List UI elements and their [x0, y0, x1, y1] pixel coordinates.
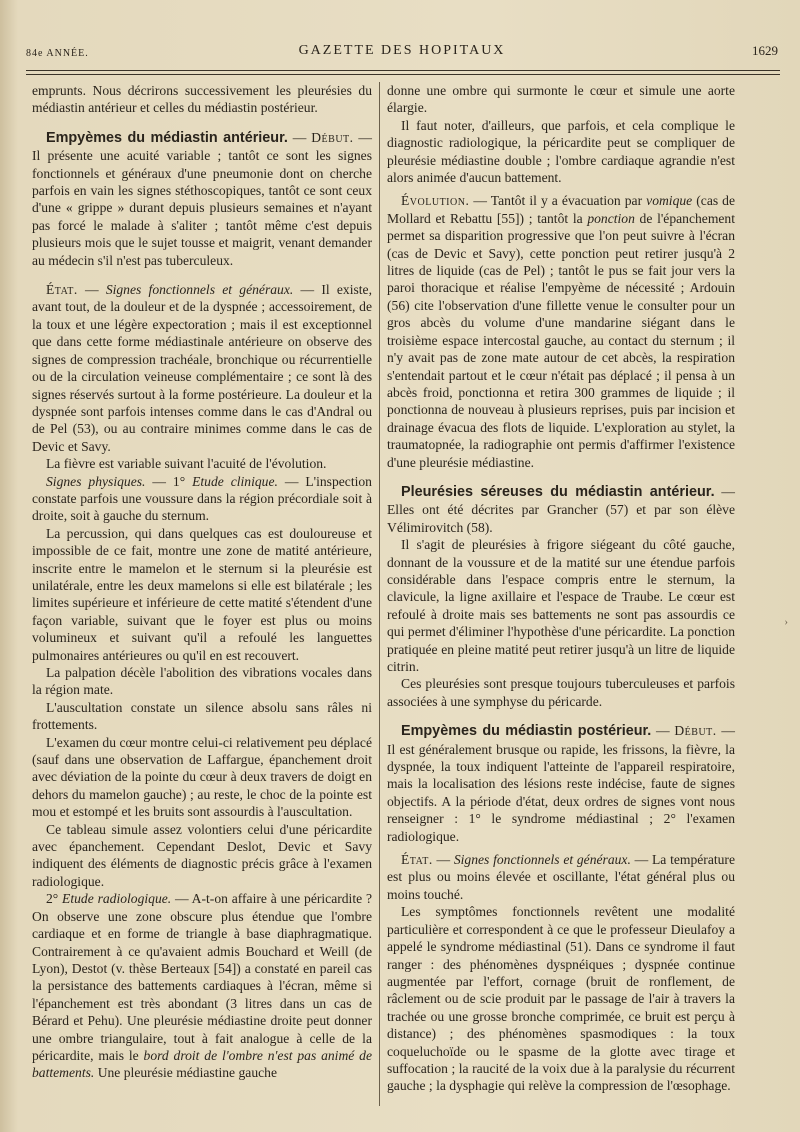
- subsection-label: Début.: [311, 129, 354, 145]
- paragraph: L'examen du cœur montre celui-ci relativement peu déplacé (sauf dans une observation de Laffargue, épanchement droit avec déviation de la pointe du cœur à deux travers de doigt en dehors du mamelon gauche) ; au reste, le choc de la pointe est mou et estompé et les bruits sont assourdis à l'auscultation.: [32, 734, 372, 820]
- paragraph: Il faut noter, d'ailleurs, que parfois, et cela complique le diagnostic radiologique, la péricardite peut se compliquer de pleurésie médiastine double ; l'ombre cardiaque agrandie n'est alors animée d'aucun battement.: [387, 117, 735, 186]
- subsection-label: Évolution.: [401, 193, 470, 209]
- page-header: [26, 40, 778, 66]
- evolution-paragraph: Évolution. — Tantôt il y a évacuation par vomique (cas de Mollard et Rebattu [55]) ; tantôt la ponction de l'épanchement permet sa disparition progressive que l'on peut suivre à l'écran (cas de Devic et Savy), cette ponction peut retirer jusqu'à 2 litres de liquide (cas de Pel) ; tantôt le pus se fait jour vers la paroi thoracique et réalise l'empyème de nécessité ; Ardouin (56) cite l'observation d'une fillette venue le consulter pour un gros abcès du volume d'une mandarine siégant dans le troisième espace intercostal gauche, au contact du sternum ; il n'y avait pas de zone mate autour de cet abcès, la respiration s'entendait partout et le cœur n'était pas déplacé ; il pensa à un abcès froid, ponctionna et retira 300 grammes de liquide ; il ponctionna de nouveau à plusieurs reprises, puis par incision et drainage évacua des flots de liquide. L'exploration au stylet, la traumatopnée, la radiographie ont permis d'affirmer l'existence d'une pleurésie médiastine.: [387, 193, 736, 470]
- margin-mark: ›: [784, 616, 788, 628]
- subsection-label: État.: [401, 852, 433, 868]
- paragraph: Ces pleurésies sont presque toujours tuberculeuses et parfois associées à une symphyse du péricarde.: [387, 676, 735, 709]
- header-rule-thin: [26, 74, 780, 75]
- column-divider: [379, 82, 380, 1106]
- paragraph: donne une ombre qui surmonte le cœur et simule une aorte élargie.: [387, 83, 735, 116]
- right-column: [387, 82, 735, 1095]
- radiologic-paragraph: 2° Etude radiologique. — A-t-on affaire à une péricardite ? On observe une zone obscure plus étendue que l'ombre cardiaque et en forme de triangle à base diaphragmatique. Contrairement à ce qu'avaient admis Bouchard et Weill (de Lyon), Destot (v. thèse Berteaux [54]) a constaté en pareil cas la persistance des battements cardiaques à l'écran, même si l'épanchement est très abondant (3 litres dans un cas de Bérard et Pehu). Une pleurésie médiastine droite peut donner une ombre triangulaire, tout à fait analogue à celle de la péricardite, mais le bord droit de l'ombre n'est pas animé de battements. Une pleurésie médiastine gauche: [32, 891, 372, 1081]
- left-column: [32, 82, 372, 1082]
- paragraph: L'auscultation constate un silence absolu sans râles ni frottements.: [32, 699, 372, 733]
- page-number: 1629: [752, 43, 778, 58]
- section-heading: Empyèmes du médiastin postérieur.: [401, 723, 652, 740]
- paragraph: La fièvre est variable suivant l'acuité de l'évolution.: [46, 456, 327, 472]
- etat-paragraph: État. — Signes fonctionnels et généraux. — La température est plus ou moins élevée et oscillante, l'état général plus ou moins touché.: [387, 852, 735, 902]
- section-posterior-empyema: Empyèmes du médiastin postérieur. — Début. — Il est généralement brusque ou rapide, les frissons, la fièvre, la dyspnée, la toux indiquent l'atteinte de l'appareil respiratoire, mais la localisation des lésions reste indécise, faute de signes objectifs. A la période d'état, deux ordres de signes vont nous renseigner : 1° le syndrome médiastinal ; 2° l'examen radiologique.: [387, 723, 735, 844]
- section-heading: Empyèmes du médiastin antérieur.: [46, 129, 288, 146]
- header-rule-thick: [26, 70, 780, 71]
- subsection-label: Début.: [674, 723, 717, 739]
- year-label: 84e ANNÉE.: [26, 48, 89, 59]
- etat-paragraph: État. — Signes fonctionnels et généraux. — Il existe, avant tout, de la douleur et de la dyspnée ; accessoirement, de la toux et une légère expectoration ; mais il est exceptionnel que dans cette forme médiastinale antérieure on observe des signes de compression trachéale, bronchique ou récurrentielle ou de la circulation veineuse complémentaire ; ce sont là des signes réservés surtout à la forme postérieure. La douleur et la dyspnée sont parfois intenses comme dans le cas d'Andral ou de Pel (53), ou au contraire minimes comme dans le cas de Devic et Savy.: [32, 282, 372, 454]
- paragraph: emprunts. Nous décrirons successivement les pleurésies du médiastin antérieur et celles du médiastin postérieur.: [32, 83, 372, 116]
- section-serous-pleurisy: Pleurésies séreuses du médiastin antérieur. — Elles ont été décrites par Grancher (57) et par son élève Vélimirovitch (58).: [387, 483, 735, 535]
- paragraph: La palpation décèle l'abolition des vibrations vocales dans la région mate.: [32, 665, 372, 698]
- paragraph: Ce tableau simule assez volontiers celui d'une péricardite avec épanchement. Cependant Deslot, Devic et Savy indiquent des éléments de diagnostic précis grâce à l'examen radiologique.: [32, 821, 372, 889]
- subsection-label: État.: [46, 282, 78, 298]
- paragraph: Les symptômes fonctionnels revêtent une modalité particulière et correspondent à ce que le professeur Dieulafoy a appelé le syndrome médiastinal (51). Dans ce syndrome il faut ranger : des phénomènes dyspnéiques ; dyspnée continue augmentée par l'effort, cornage (bruit de ronflement, de râclement ou de scie produit par le passage de l'air à travers la trachée ou une grosse bronche comprimée, ce bruit est perçu à distance) ; des phénomènes spasmodiques : la toux coqueluchoïde ou le spasme de la glotte avec tirage et suffocation ; la raucité de la voix due à la paralysie du récurrent gauche ; la dysphagie qui relève la compression de l'œsophage.: [387, 904, 735, 1094]
- paragraph: Il s'agit de pleurésies à frigore siégeant du côté gauche, donnant de la voussure et de la matité sur une étendue parfois considérable dans l'espace compris entre le sternum, la clavicule, la ligne axillaire et l'espace de Traube. Le cœur est refoulé à droite mais ses battements ne sont pas assourdis ce qui permet d'éliminer l'hypothèse d'une péricardite. La ponction pratiquée en pleine matité peut retirer jusqu'à un litre de liquide citrin.: [387, 537, 735, 674]
- section-heading: Pleurésies séreuses du médiastin antérieur.: [401, 483, 715, 500]
- signes-physiques-paragraph: Signes physiques. — 1° Etude clinique. — L'inspection constate parfois une voussure dans la région précordiale soit à droite, soit à gauche du sternum.: [32, 473, 372, 524]
- section-anterior-empyema: Empyèmes du médiastin antérieur. — Début. — Il présente une acuité variable ; tantôt ce sont les signes fonctionnels et généraux d'une pneumonie dont on cherche parfois en vain les signes stéthoscopiques, tantôt ce sont ceux d'une « grippe » durant depuis plusieurs semaines et n'ayant pas forcé le malade à s'aliter ; tantôt même c'est depuis plusieurs mois que le sujet tousse et maigrit, venant demander au médecin s'il n'est pas tuberculeux.: [32, 129, 372, 268]
- paragraph: La percussion, qui dans quelques cas est douloureuse et impossible de ce fait, montre une zone de matité antérieure, inscrite entre le mamelon et le sternum si la pleurésie est unilatérale, entre les deux mamelons si elle est bilatérale ; les limites supérieure et inférieure de cette matité s'étendent d'une façon variable, suivant que le foyer est plus ou moins volumineux et suivant qu'il a refoulé les languettes pulmonaires antérieures ou qu'il en est recouvert.: [32, 525, 372, 663]
- journal-title: GAZETTE DES HOPITAUX: [298, 43, 506, 58]
